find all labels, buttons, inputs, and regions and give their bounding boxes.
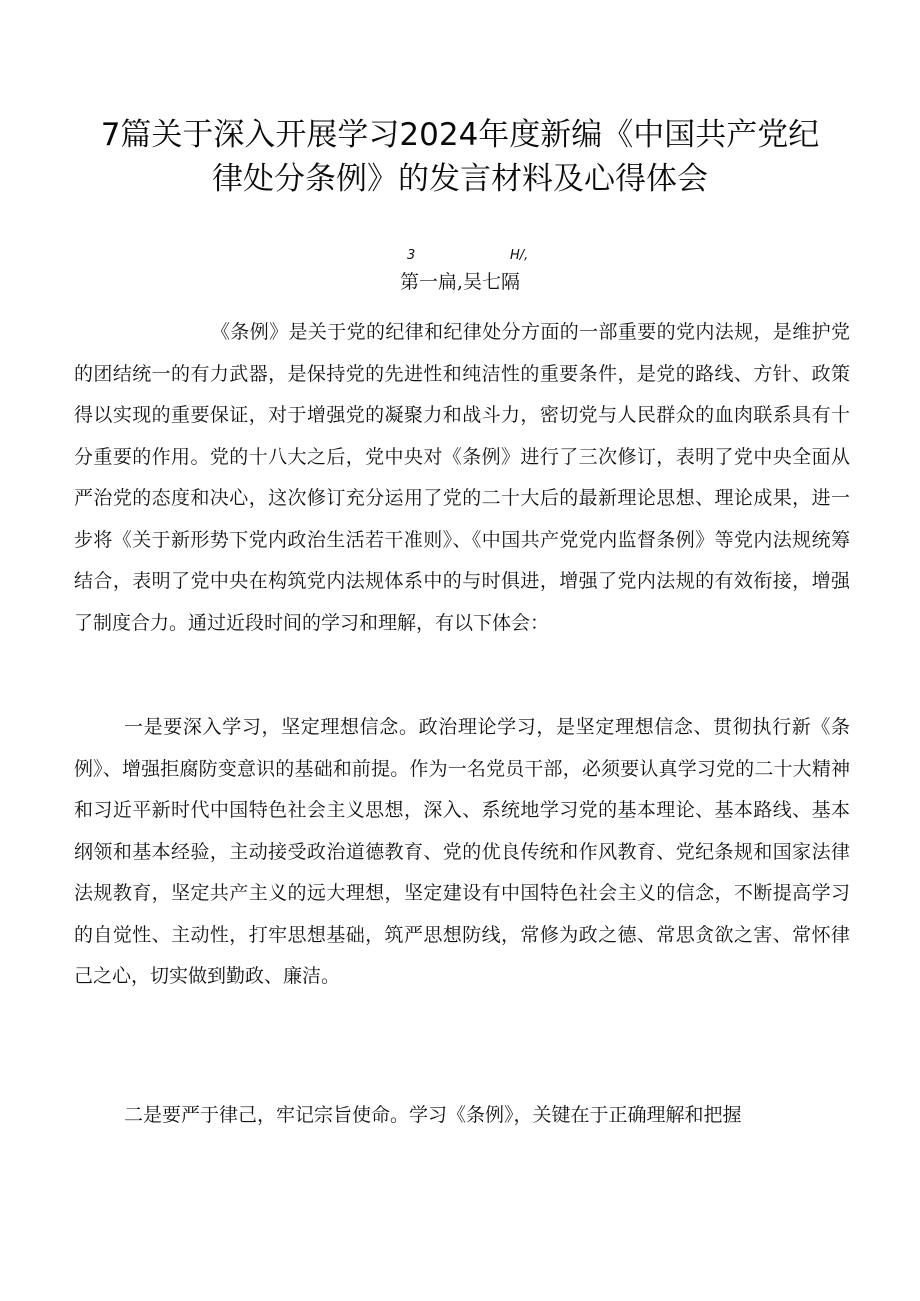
document-title-line-1: 7篇关于深入开展学习2024年度新编《中国共产党纪 [100,117,820,153]
section-heading: 第一扁,吴七隔 [399,271,521,293]
document-title-line-2: 律处分条例》的发言材料及心得体会 [212,161,708,197]
handwritten-annotation-right: H/, [510,248,529,263]
body-paragraph-intro: 《条例》是关于党的纪律和纪律处分方面的一部重要的党内法规，是维护党的团结统一的有力武器，是保持党的先进性和纯洁性的重要条件，是党的路线、方针、政策得以实现的重要保证，对于增强党的凝聚力和战斗力，密切党与人民群众的血肉联系具有十分重要的作用。党的十八大之后，党中央对《条例》进行了三次修订，表明了党中央全面从严治党的态度和决心，这次修订充分运用了党的二十大后的最新理论思想、理论成果，进一步将《关于新形势下党内政治生活若干准则》、《中国共产党党内监督条例》等党内法规统筹结合，表明了党中央在构筑党内法规体系中的与时俱进，增强了党内法规的有效衔接，增强了制度合力。通过近段时间的学习和理解，有以下体会： [74,321,850,634]
body-paragraph-point-two: 二是要严于律己，牢记宗旨使命。学习《条例》，关键在于正确理解和把握 [124,1104,742,1126]
handwritten-annotation-left: 3 [407,248,416,263]
body-paragraph-point-one: 一是要深入学习，坚定理想信念。政治理论学习，是坚定理想信念、贯彻执行新《条例》、增强拒腐防变意识的基础和前提。作为一名党员干部，必须要认真学习党的二十大精神和习近平新时代中国特色社会主义思想，深入、系统地学习党的基本理论、基本路线、基本纲领和基本经验，主动接受政治道德教育、党的优良传统和作风教育、党纪条规和国家法律法规教育，坚定共产主义的远大理想，坚定建设有中国特色社会主义的信念，不断提高学习的自觉性、主动性，打牢思想基础，筑严思想防线，常修为政之德、常思贪欲之害、常怀律己之心，切实做到勤政、廉洁。 [74,716,850,987]
